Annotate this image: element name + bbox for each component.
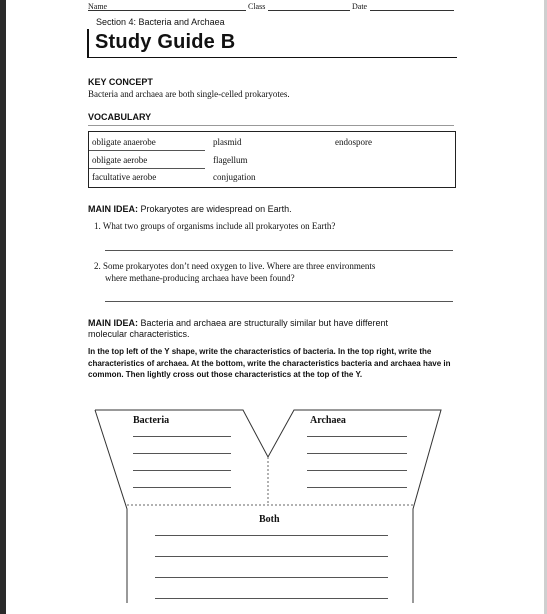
class-label: Class	[248, 2, 266, 11]
main-idea-label: MAIN IDEA:	[88, 318, 138, 328]
question-1: 1. What two groups of organisms include all prokaryotes on Earth?	[94, 221, 336, 231]
vocab-term: obligate aerobe	[92, 155, 148, 165]
both-line[interactable]	[155, 598, 388, 599]
archaea-line[interactable]	[307, 453, 407, 454]
archaea-line[interactable]	[307, 470, 407, 471]
vocab-term: facultative aerobe	[92, 172, 157, 182]
key-concept-heading: KEY CONCEPT	[88, 77, 153, 87]
vocab-term: endospore	[335, 137, 372, 147]
vocab-term: conjugation	[213, 172, 256, 182]
name-label: Name	[88, 2, 108, 11]
question-2-line1: 2. Some prokaryotes don’t need oxygen to live. Where are three environments	[94, 261, 376, 271]
bacteria-label: Bacteria	[133, 415, 170, 426]
both-line[interactable]	[155, 577, 388, 578]
bacteria-line[interactable]	[133, 487, 231, 488]
both-line[interactable]	[155, 535, 388, 536]
archaea-line[interactable]	[307, 436, 407, 437]
vocab-term: flagellum	[213, 155, 248, 165]
both-label: Both	[259, 514, 280, 525]
vocabulary-heading: VOCABULARY	[88, 112, 152, 122]
page-title: Study Guide B	[95, 31, 236, 53]
main-idea-text-cont: molecular characteristics.	[88, 329, 190, 339]
y-outline-left	[95, 410, 127, 603]
archaea-line[interactable]	[307, 487, 407, 488]
instructions: In the top left of the Y shape, write the characteristics of bacteria. In the top right, write the characteristics of archaea. At the bottom, write the characteristics bacteria and archaea have in common. Then lightly cross out those characteristics at the top of the Y.	[88, 347, 451, 379]
main-idea-label: MAIN IDEA:	[88, 204, 138, 214]
section-heading: Section 4: Bacteria and Archaea	[96, 17, 225, 27]
key-concept-text: Bacteria and archaea are both single-celled prokaryotes.	[88, 89, 290, 99]
y-outline-top	[95, 410, 441, 603]
bacteria-line[interactable]	[133, 436, 231, 437]
bacteria-line[interactable]	[133, 470, 231, 471]
vocab-term: plasmid	[213, 137, 242, 147]
archaea-label: Archaea	[310, 415, 346, 426]
main-idea-text: Prokaryotes are widespread on Earth.	[140, 204, 292, 214]
date-label: Date	[352, 2, 368, 11]
question-2-line2: where methane-producing archaea have been found?	[105, 273, 295, 283]
both-line[interactable]	[155, 556, 388, 557]
vocab-term: obligate anaerobe	[92, 137, 156, 147]
main-idea-text: Bacteria and archaea are structurally similar but have different	[140, 318, 388, 328]
bacteria-line[interactable]	[133, 453, 231, 454]
